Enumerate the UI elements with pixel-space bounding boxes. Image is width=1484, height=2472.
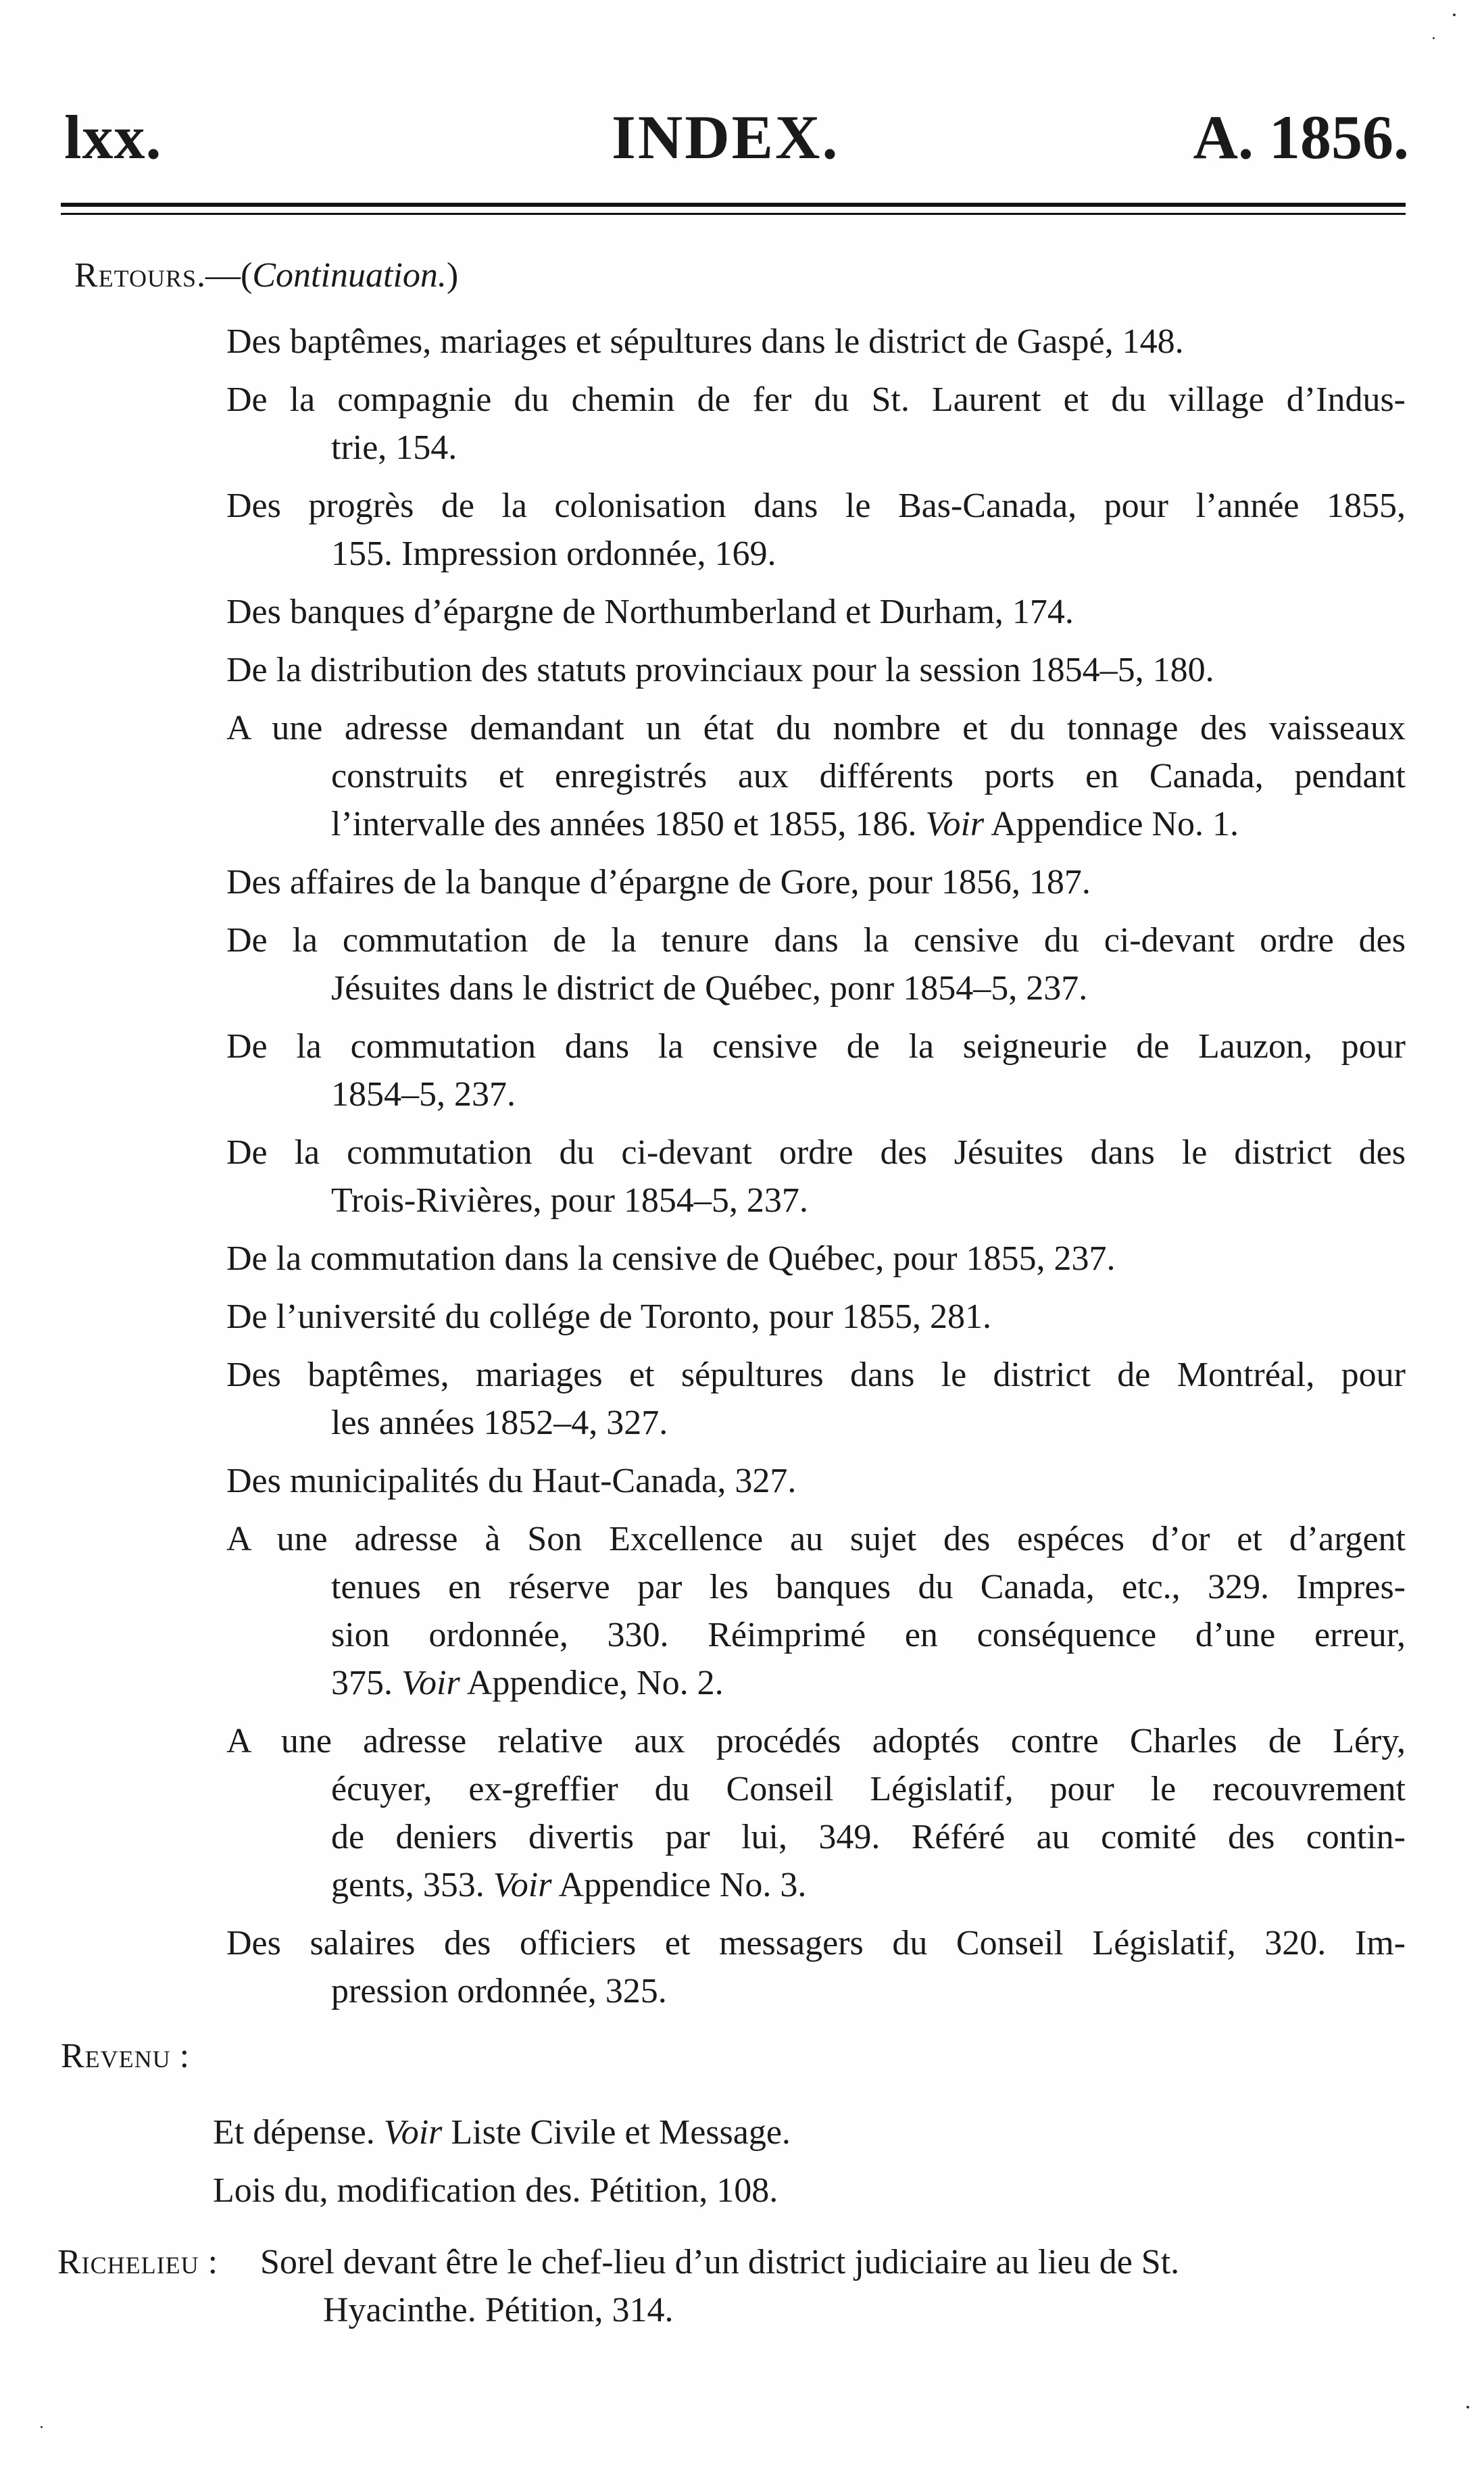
entry-continuation-line: écuyer, ex-greffier du Conseil Législatif, pour le recouvrement [331, 1770, 1406, 1808]
entry-first-line: De la distribution des statuts provinciaux pour la session 1854–5, 180. [226, 651, 1214, 689]
entry-first-line: A une adresse demandant un état du nombre et du tonnage des vaisseaux [226, 709, 1406, 747]
entry-first-line: De la commutation du ci-devant ordre des Jésuites dans le district des [226, 1133, 1406, 1172]
entry-continuation-line: construits et enregistrés aux différents ports en Canada, pendant [331, 757, 1406, 795]
entry-first-line: Et dépense. Voir Liste Civile et Message. [213, 2113, 791, 2152]
entry-continuation-line: pression ordonnée, 325. [331, 1972, 667, 2010]
entry-first-line: De la commutation dans la censive de la seigneurie de Lauzon, pour [226, 1027, 1406, 1066]
entry-first-line: De la compagnie du chemin de fer du St. Laurent et du village d’Indus- [226, 380, 1406, 419]
section-heading-retours [74, 250, 458, 301]
entry-first-line: Des banques d’épargne de Northumberland et Durham, 174. [226, 593, 1074, 631]
entry-first-line: De l’université du collége de Toronto, pour 1855, 281. [226, 1297, 991, 1336]
entry-continuation-line: Trois-Rivières, pour 1854–5, 237. [331, 1181, 808, 1220]
page-number: lxx. [64, 103, 162, 172]
page-header [64, 101, 1409, 176]
entry-continuation-line: l’intervalle des années 1850 et 1855, 186. Voir Appendice No. 1. [331, 805, 1239, 843]
entry-first-line: Des baptêmes, mariages et sépultures dans le district de Gaspé, 148. [226, 322, 1184, 361]
entry-line: Hyacinthe. Pétition, 314. [323, 2291, 674, 2329]
richelieu-entry [260, 2238, 1406, 2286]
entry-continuation-line: Jésuites dans le district de Québec, ponr 1854–5, 237. [331, 969, 1088, 1008]
richelieu-entry-continuation [323, 2286, 1404, 2334]
heading-suffix: : [170, 2037, 190, 2075]
heading-suffix: : [199, 2243, 218, 2281]
section-heading-richelieu [57, 2237, 218, 2288]
header-rule-thick [61, 203, 1406, 207]
entry-first-line: Des affaires de la banque d’épargne de Gore, pour 1856, 187. [226, 863, 1091, 901]
entry-continuation-line: les années 1852–4, 327. [331, 1404, 668, 1442]
entry-continuation-line: 375. Voir Appendice, No. 2. [331, 1664, 724, 1702]
section-heading-revenu [61, 2031, 189, 2082]
entry-continuation-line: sion ordonnée, 330. Réimprimé en conséquence d’une erreur, [331, 1616, 1406, 1654]
heading-close: ) [446, 256, 459, 295]
entry-first-line: De la commutation dans la censive de Québec, pour 1855, 237. [226, 1239, 1116, 1278]
scan-speck [41, 2426, 43, 2428]
scan-speck [1433, 37, 1435, 39]
entry-continuation-line: 1854–5, 237. [331, 1075, 516, 1114]
heading-word: Richelieu [57, 2243, 199, 2281]
entry-first-line: Des salaires des officiers et messagers du Conseil Législatif, 320. Im- [226, 1924, 1406, 1962]
entry-first-line: A une adresse à Son Excellence au sujet des espéces d’or et d’argent [226, 1520, 1406, 1558]
entry-first-line: De la commutation de la tenure dans la censive du ci-devant ordre des [226, 921, 1406, 960]
heading-suffix: .—( [197, 256, 253, 295]
entry-continuation-line: trie, 154. [331, 428, 457, 467]
header-rule-thin [61, 213, 1406, 215]
entry-first-line: Lois du, modification des. Pétition, 108. [213, 2171, 778, 2210]
entry-line: Sorel devant être le chef-lieu d’un district judiciaire au lieu de St. [260, 2243, 1180, 2281]
entry-first-line: Des progrès de la colonisation dans le Bas-Canada, pour l’année 1855, [226, 487, 1406, 525]
page-title: INDEX. [612, 103, 840, 172]
entry-first-line: Des baptêmes, mariages et sépultures dans le district de Montréal, pour [226, 1356, 1406, 1394]
page-year: A. 1856. [1193, 103, 1409, 172]
entry-continuation-line: de deniers divertis par lui, 349. Référé au comité des contin- [331, 1818, 1406, 1856]
heading-continuation: Continuation. [252, 256, 447, 295]
scan-speck [1453, 14, 1456, 16]
scan-speck [1466, 2406, 1469, 2408]
entry-continuation-line: gents, 353. Voir Appendice No. 3. [331, 1866, 807, 1904]
entry-first-line: Des municipalités du Haut-Canada, 327. [226, 1462, 797, 1500]
entry-first-line: A une adresse relative aux procédés adoptés contre Charles de Léry, [226, 1722, 1406, 1760]
entry-continuation-line: tenues en réserve par les banques du Canada, etc., 329. Impres- [331, 1568, 1406, 1606]
entry-continuation-line: 155. Impression ordonnée, 169. [331, 535, 776, 573]
heading-word: Retours [74, 256, 197, 295]
heading-word: Revenu [61, 2037, 171, 2075]
